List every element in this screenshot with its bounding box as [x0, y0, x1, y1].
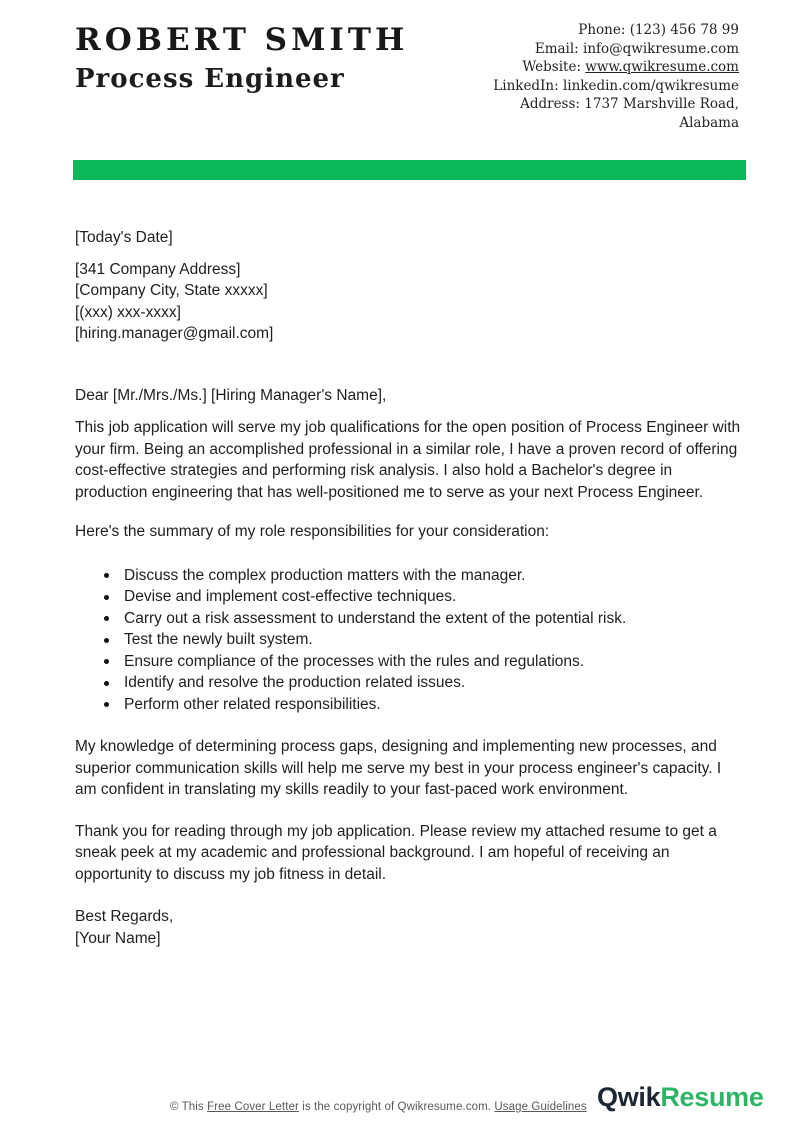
candidate-title: Process Engineer [75, 63, 345, 94]
logo-qwik-text: Qwik [597, 1082, 661, 1112]
contact-info [493, 21, 739, 132]
responsibilities-list [75, 565, 745, 716]
bullet-icon [104, 638, 109, 643]
bullet-icon [104, 659, 109, 664]
contact-email-value: info@qwikresume.com [583, 40, 739, 57]
responsibility-text: Test the newly built system. [124, 631, 313, 648]
knowledge-paragraph: My knowledge of determining process gaps, designing and implementing new processes, and superior communication skills will help me serve my best in your process engineer's capacity. I am confident in translating my skills readily to your fast-paced work environment. [75, 738, 722, 798]
contact-address2-value: Alabama [679, 114, 739, 131]
letter-body [75, 227, 745, 949]
free-cover-letter-link[interactable]: Free Cover Letter [207, 1101, 299, 1113]
recipient-address-line: [341 Company Address] [75, 260, 241, 278]
date-placeholder: [Today's Date] [75, 229, 173, 246]
contact-row-address [493, 95, 739, 114]
closing-block [75, 906, 745, 949]
thanks-paragraph: Thank you for reading through my job application. Please review my attached resume to get a sneak peek at my academic and professional background. I am hopeful of receiving an opportunity to discuss my job fitness in detail. [75, 822, 717, 883]
bullet-icon [104, 573, 109, 578]
responsibility-text: Identify and resolve the production related issues. [124, 674, 466, 691]
website-link[interactable]: www.qwikresume.com [585, 59, 739, 75]
contact-row-phone [493, 21, 739, 40]
contact-phone-value: (123) 456 78 99 [629, 22, 739, 38]
contact-website-label: Website: [522, 59, 581, 75]
copyright-middle: is the copyright of Qwikresume.com. [302, 1101, 492, 1113]
responsibility-text: Perform other related responsibilities. [124, 695, 381, 713]
contact-row-website [493, 58, 739, 77]
responsibility-text: Discuss the complex production matters with the manager. [124, 566, 526, 584]
candidate-identity [75, 24, 408, 93]
responsibility-item [75, 694, 745, 716]
salutation: Dear [Mr./Mrs./Ms.] [Hiring Manager's Name], [75, 386, 387, 404]
bullet-icon [104, 595, 109, 600]
accent-divider-bar [73, 160, 746, 180]
responsibility-item [75, 672, 745, 694]
bullet-icon [104, 616, 109, 621]
responsibility-text: Carry out a risk assessment to understand the extent of the potential risk. [124, 609, 627, 627]
qwikresume-logo [597, 1082, 764, 1113]
responsibility-item [75, 565, 745, 587]
usage-guidelines-link[interactable]: Usage Guidelines [494, 1101, 587, 1113]
intro-paragraph: This job application will serve my job qualifications for the open position of Process Engineer with your firm. Being an accomplished professional in a similar role, I have a proven record of offering cost-effective strategies and performing risk analysis. I also hold a Bachelor's degree in production engineering that has well-positioned me to serve as your next Process Engineer. [75, 419, 741, 501]
responsibility-item [75, 608, 745, 630]
candidate-name: ROBERT SMITH [75, 22, 409, 58]
responsibility-item [75, 651, 745, 673]
contact-row-email [493, 40, 739, 59]
responsibility-text: Ensure compliance of the processes with the rules and regulations. [124, 652, 585, 670]
responsibility-item [75, 586, 745, 608]
signature-placeholder: [Your Name] [75, 929, 161, 947]
logo-resume-text: Resume [660, 1082, 764, 1112]
contact-row-address2 [493, 114, 739, 133]
recipient-address-line: [hiring.manager@gmail.com] [75, 325, 274, 342]
contact-phone-label: Phone: [578, 22, 626, 38]
closing-regards: Best Regards, [75, 908, 174, 925]
contact-address-label: Address: [520, 96, 580, 112]
bullet-icon [104, 702, 109, 707]
responsibility-text: Devise and implement cost-effective techniques. [124, 588, 457, 605]
recipient-address-line: [(xxx) xxx-xxxx] [75, 303, 181, 321]
bullet-icon [104, 681, 109, 686]
footer-copyright [170, 1100, 587, 1114]
contact-linkedin-value: linkedin.com/qwikresume [562, 77, 739, 94]
contact-row-linkedin [493, 77, 739, 96]
copyright-prefix: © This [170, 1101, 204, 1113]
recipient-address-block [75, 259, 745, 345]
contact-linkedin-label: LinkedIn: [493, 77, 559, 94]
summary-lead: Here's the summary of my role responsibilities for your consideration: [75, 523, 550, 540]
recipient-address-line: [Company City, State xxxxx] [75, 282, 268, 299]
responsibility-item [75, 629, 745, 651]
contact-address-value: 1737 Marshville Road, [584, 96, 739, 112]
contact-email-label: Email: [534, 40, 579, 57]
